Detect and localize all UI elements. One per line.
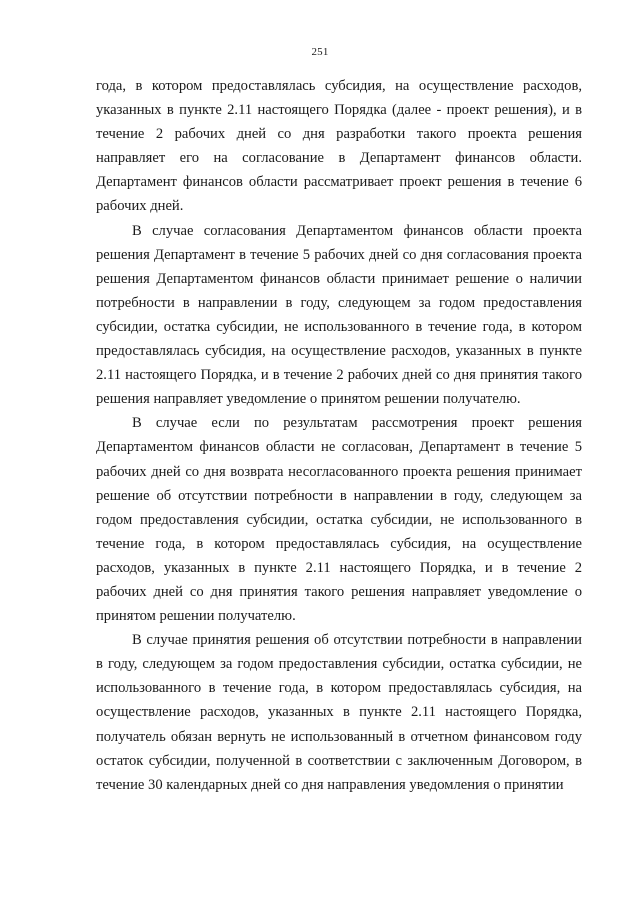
paragraph-continuation: года, в котором предоставлялась субсидия, на осуществление расходов, указанных в пункте 2.11 настоящего Порядка (далее - проект решения), и в течение 2 рабочих дней со дня разработки такого проекта решения направляет его на согласование в Департамент финансов области. Департамент финансов области рассматривает проект решения в течение 6 рабочих дней.	[96, 78, 582, 215]
page-number: 251	[311, 46, 329, 58]
paragraph-rejection-case: В случае если по результатам рассмотрения проект решения Департаментом финансов области не согласован, Департамент в течение 5 рабочих дней со дня возврата несогласованного проекта решения принимает решение об отсутствии потребности в направлении в году, следующем за годом предоставления субсидии, остатка субсидии, не использованного в течение года, в котором предоставлялась субсидия, на осуществление расходов, указанных в пункте 2.11 настоящего Порядка, и в течение 2 рабочих дней со дня принятия такого решения направляет уведомление о принятом решении получателю.	[96, 415, 582, 625]
paragraph-approval-case: В случае согласования Департаментом финансов области проекта решения Департамент в течение 5 рабочих дней со дня согласования проекта решения Департаментом финансов области принимает решение о наличии потребности в направлении в году, следующем за годом предоставления субсидии, остатка субсидии, не использованного в течение года, в котором предоставлялась субсидия, на осуществление расходов, указанных в пункте 2.11 настоящего Порядка, и в течение 2 рабочих дней со дня принятия такого решения направляет уведомление о принятом решении получателю.	[96, 222, 582, 408]
paragraph-refund-obligation: В случае принятия решения об отсутствии потребности в направлении в году, следующем за годом предоставления субсидии, остатка субсидии, не использованного в течение года, в котором предоставлялась субсидия, на осуществление расходов, указанных в пункте 2.11 настоящего Порядка, получатель обязан вернуть не использованный в отчетном финансовом году остаток субсидии, полученной в соответствии с заключенным Договором, в течение 30 календарных дней со дня направления уведомления о принятии	[96, 632, 582, 793]
document-body	[96, 74, 582, 797]
